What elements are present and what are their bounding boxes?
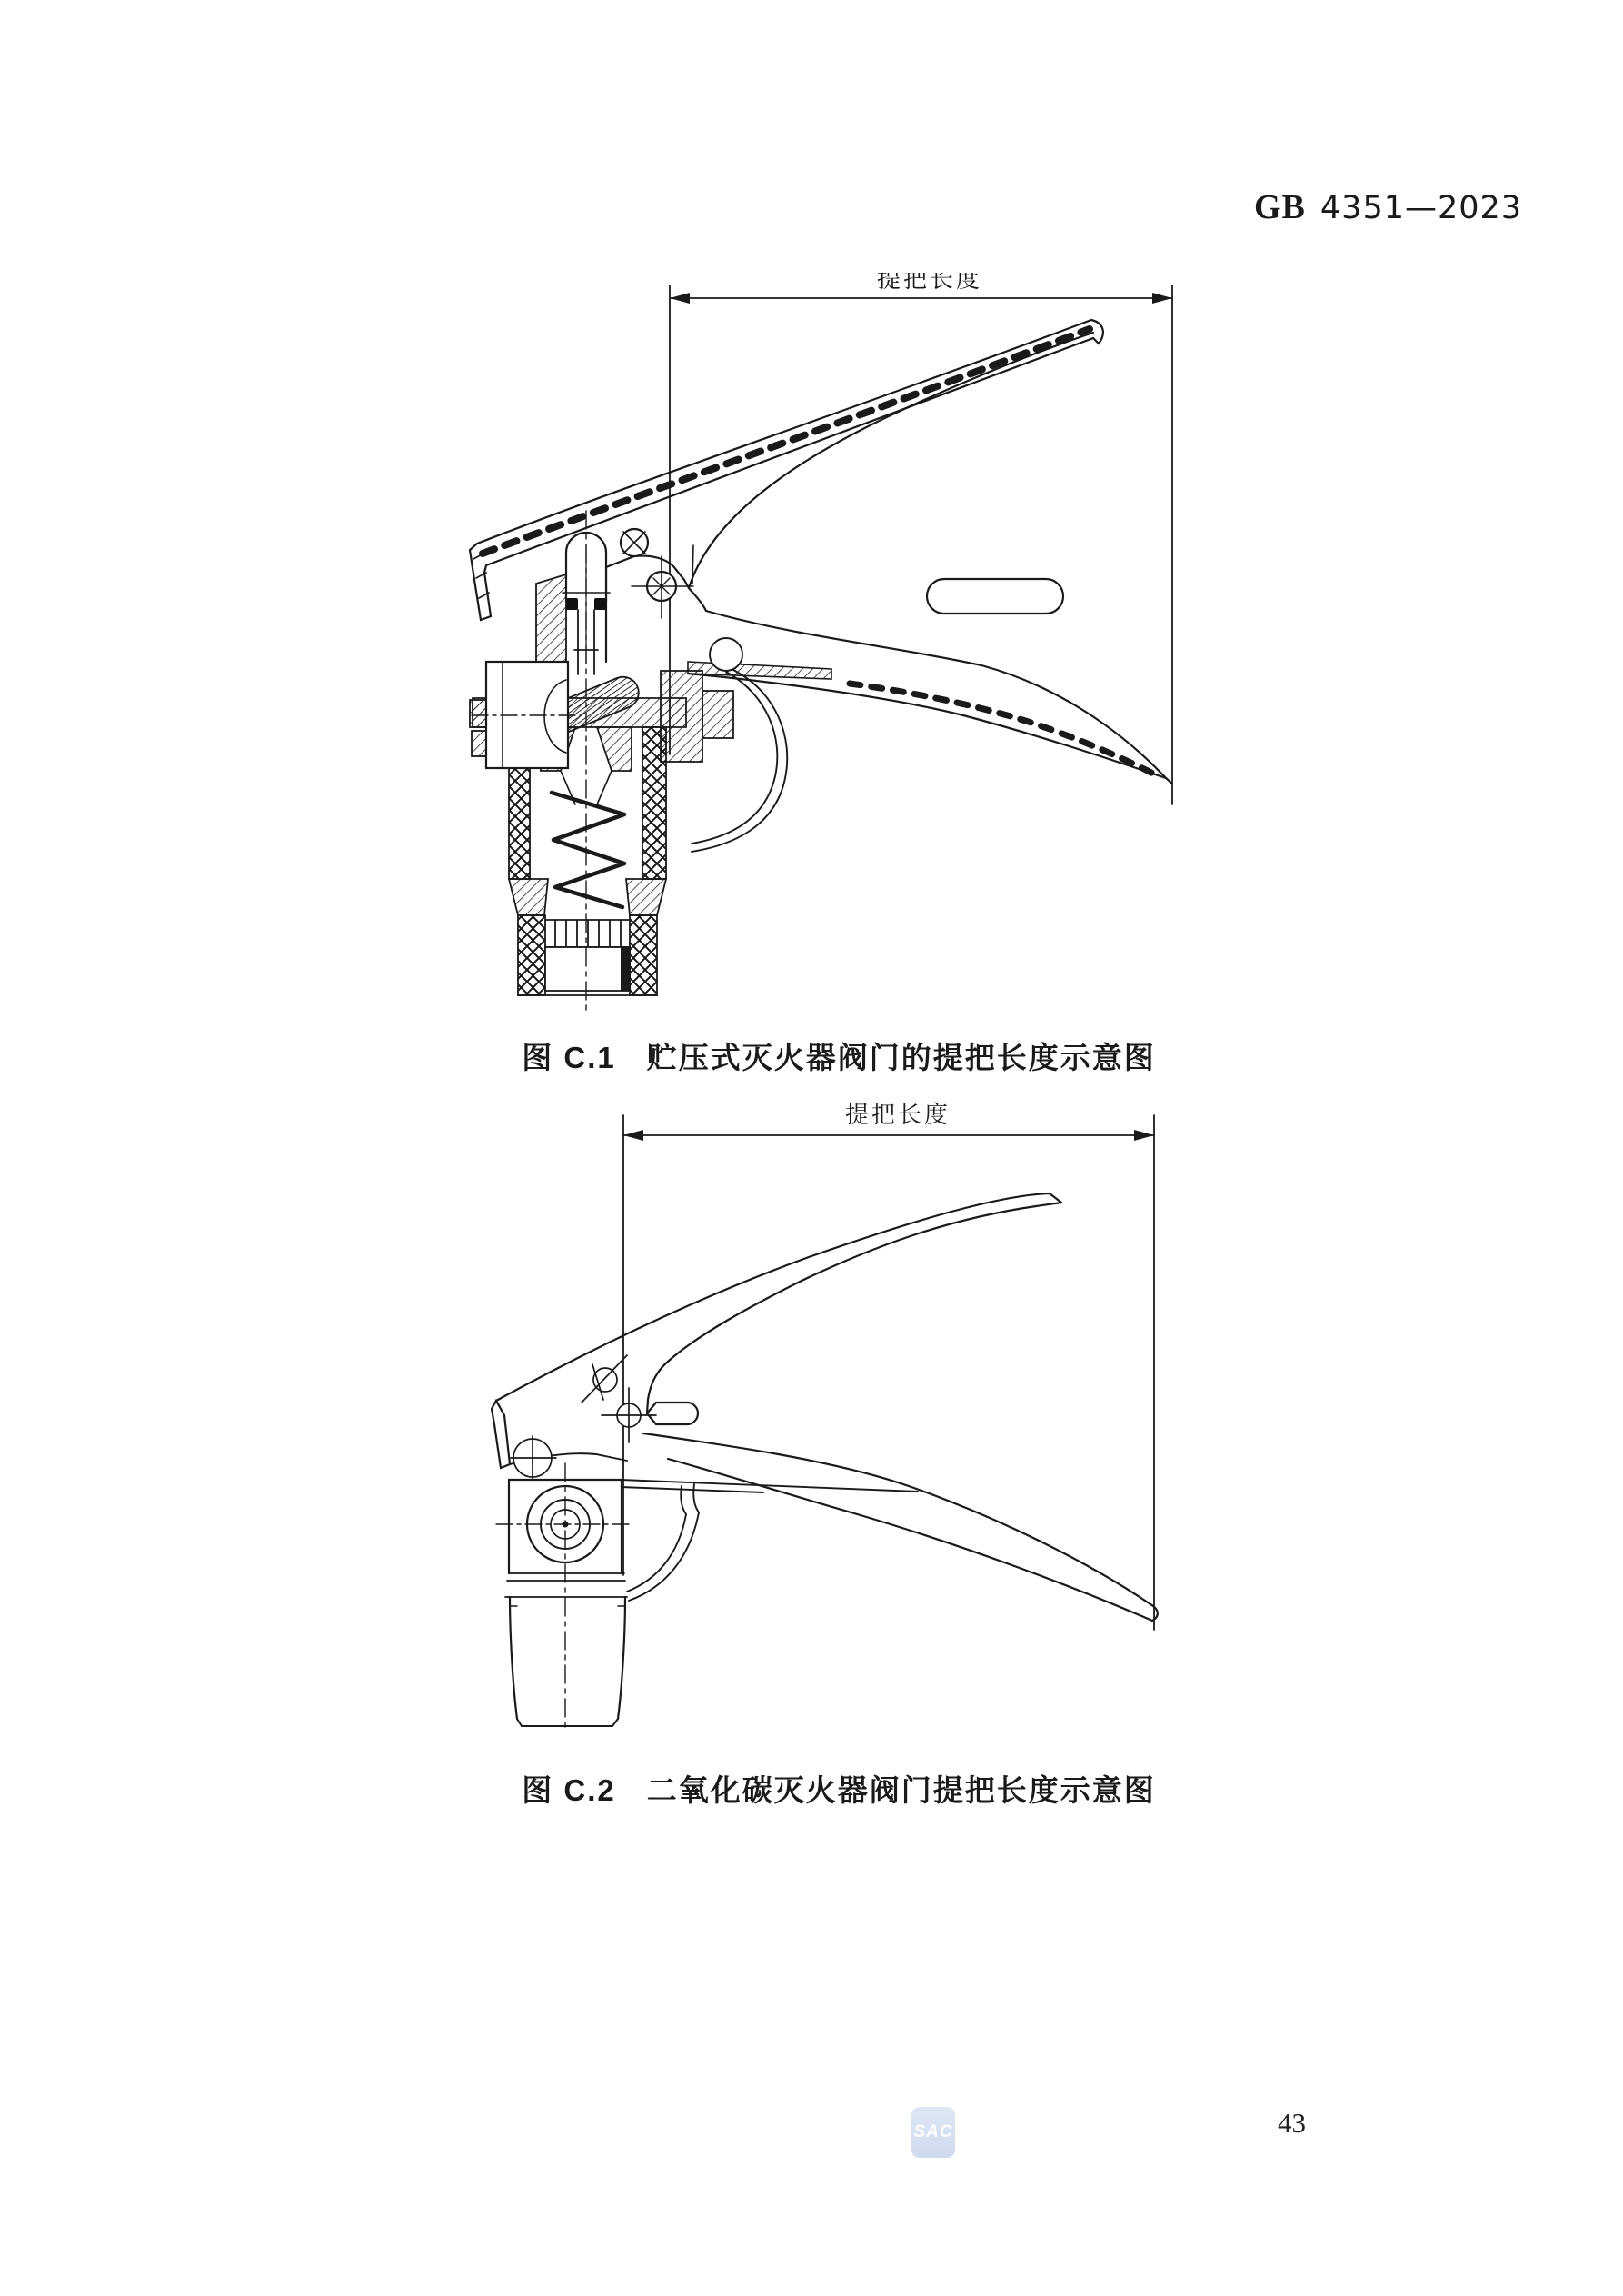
c1-spring (552, 793, 624, 907)
figure-c2-caption-title: 二氧化碳灭火器阀门提把长度示意图 (646, 1773, 1156, 1807)
figure-c2-caption-number: 图 C.2 (522, 1773, 616, 1807)
c1-lower-lever (688, 588, 1172, 784)
standard-code-header (1254, 187, 1522, 227)
c1-upper-lever (606, 333, 1093, 662)
figure-c2-drawing (491, 1095, 1172, 1768)
c1-hose-port (472, 662, 581, 768)
c2-thread-connector (510, 1597, 625, 1719)
c2-grip-slot (647, 1403, 698, 1424)
c2-handle-tab (492, 1401, 510, 1468)
c1-dim-arrow-left (670, 293, 690, 304)
c1-valve-body (470, 574, 733, 995)
c2-hose (627, 1484, 699, 1601)
figure-c1-drawing (468, 273, 1190, 1018)
c2-dimension (623, 1101, 1154, 1630)
c2-pivot-hardware (511, 1355, 656, 1482)
c2-lower-lever (621, 1433, 1158, 1621)
c2-dimension-label: 提把长度 (844, 1101, 951, 1128)
page-number: 43 (1278, 2107, 1306, 2139)
c1-lever-section-hatch (850, 684, 1153, 774)
c1-knurled-wall-right (642, 727, 666, 879)
figure-c1-caption (0, 1034, 1623, 1077)
c1-grip-slot (927, 579, 1063, 614)
c2-dim-arrow-left (623, 1130, 643, 1141)
c1-thread-wall-left (518, 915, 545, 995)
c1-thread-wall-right (630, 915, 657, 995)
c1-thread-section (545, 920, 630, 991)
c2-valve-body (496, 1463, 629, 1732)
standard-code-prefix: GB (1254, 188, 1306, 226)
sac-logo-text: SAC (913, 2122, 953, 2141)
c1-dimension-label: 提把长度 (876, 273, 983, 293)
c1-handle-section-hatch (483, 329, 1090, 554)
c1-dim-arrow-right (1152, 293, 1172, 304)
figure-c2-caption (0, 1767, 1623, 1810)
c1-gland-ear (472, 731, 487, 756)
c2-dim-arrow-right (1134, 1130, 1154, 1141)
c1-dimension (670, 273, 1172, 804)
figure-c1-caption-number: 图 C.1 (522, 1041, 616, 1074)
sac-logo (911, 2107, 955, 2158)
c2-carry-handle (492, 1193, 1061, 1468)
standard-code-number: 4351—2023 (1319, 190, 1523, 226)
figure-c1-caption-title: 贮压式灭火器阀门的提把长度示意图 (646, 1041, 1156, 1074)
